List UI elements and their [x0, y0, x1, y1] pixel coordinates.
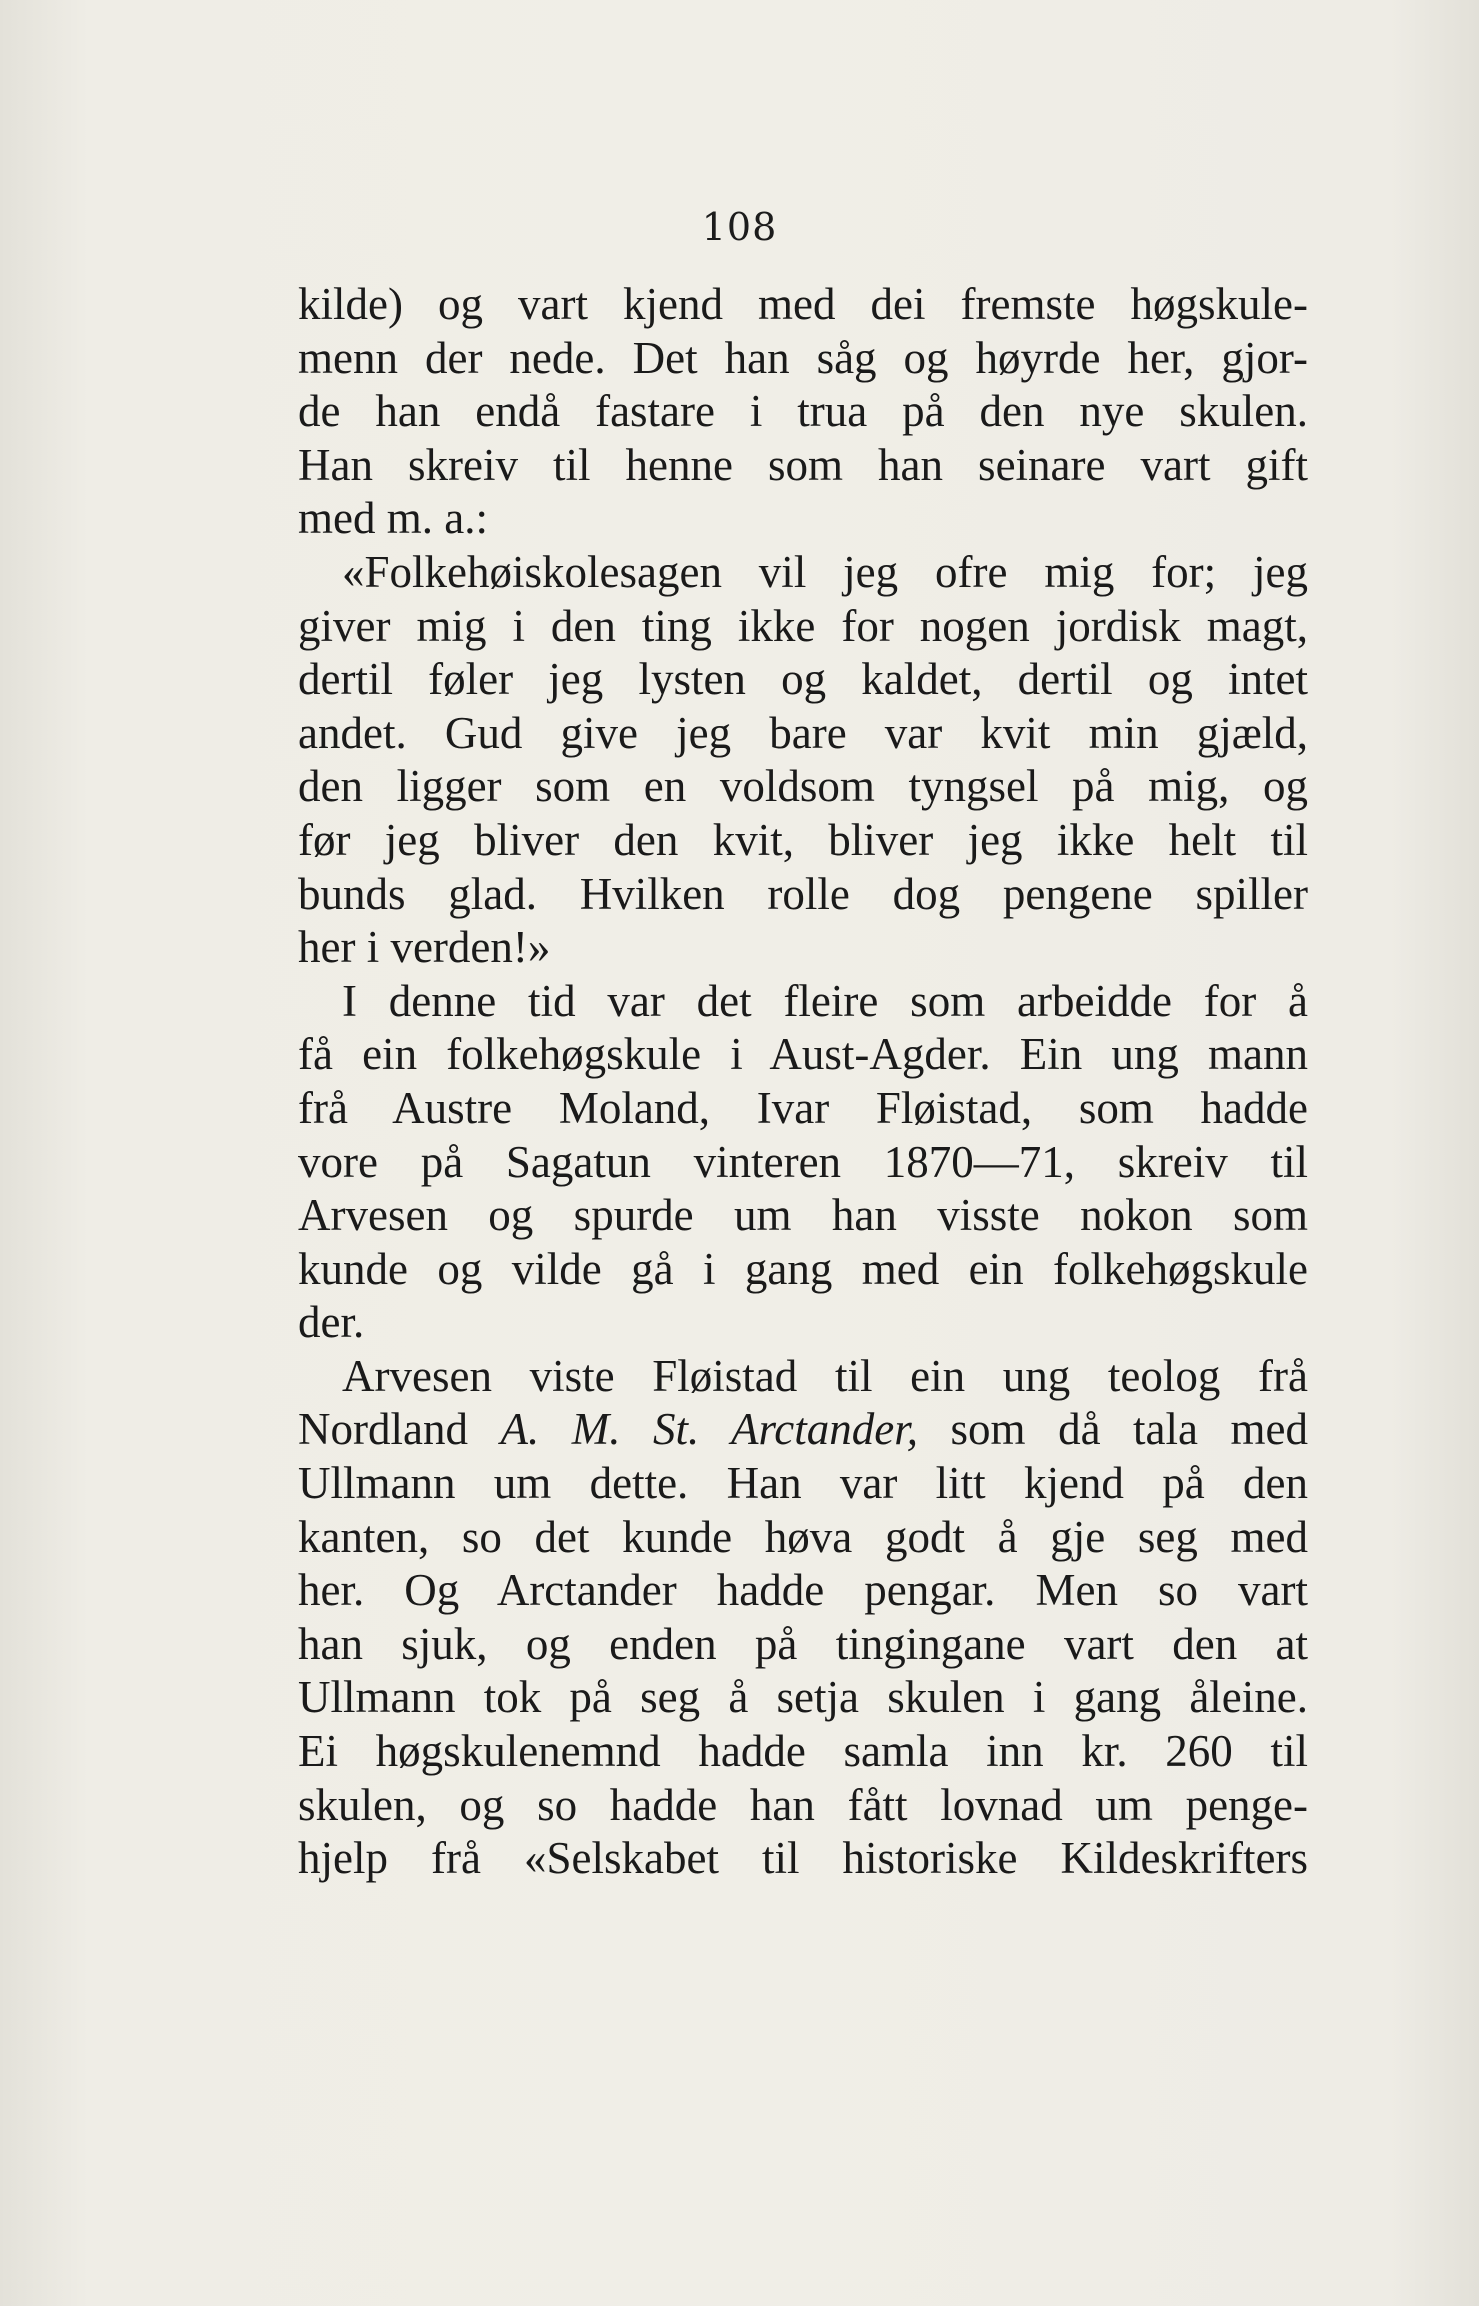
- text-line: kanten, so det kunde høva godt å gje seg med: [298, 1511, 1308, 1562]
- text-line: med m. a.:: [298, 493, 488, 544]
- text-line: giver mig i den ting ikke for nogen jordisk magt,: [298, 600, 1308, 651]
- text-line: hjelp frå «Selskabet til historiske Kildeskrifters: [298, 1833, 1308, 1884]
- text-line: Arvesen viste Fløistad til ein ung teolog frå: [342, 1350, 1308, 1401]
- text-line: I denne tid var det fleire som arbeidde for å: [342, 975, 1308, 1026]
- text-line: få ein folkehøgskule i Aust-Agder. Ein ung mann: [298, 1029, 1308, 1080]
- text-line: menn der nede. Det han såg og høyrde her, gjor-: [298, 332, 1308, 383]
- text-line: Ullmann um dette. Han var litt kjend på den: [298, 1458, 1308, 1509]
- text-line: skulen, og so hadde han fått lovnad um penge-: [298, 1779, 1308, 1830]
- text-line: Arvesen og spurde um han visste nokon som: [298, 1190, 1308, 1241]
- text-line: dertil føler jeg lysten og kaldet, dertil og intet: [298, 654, 1308, 705]
- text-line: andet. Gud give jeg bare var kvit min gjæld,: [298, 707, 1308, 758]
- text-line: her. Og Arctander hadde pengar. Men so vart: [298, 1565, 1308, 1616]
- text-line: [298, 1403, 1308, 1457]
- text-line: vore på Sagatun vinteren 1870—71, skreiv til: [298, 1136, 1308, 1187]
- text-segment: Nordland: [298, 1404, 501, 1455]
- text-line: de han endå fastare i trua på den nye skulen.: [298, 386, 1308, 437]
- text-line: Ei høgskulenemnd hadde samla inn kr. 260 til: [298, 1726, 1308, 1777]
- text-line: kunde og vilde gå i gang med ein folkehøgskule: [298, 1243, 1308, 1294]
- text-line: der.: [298, 1297, 365, 1348]
- text-line: «Folkehøiskolesagen vil jeg ofre mig for; jeg: [342, 546, 1308, 597]
- text-line: han sjuk, og enden på tingingane vart den at: [298, 1618, 1308, 1669]
- text-line: den ligger som en voldsom tyngsel på mig, og: [298, 761, 1308, 812]
- page-number: 108: [701, 205, 778, 249]
- text-line: Han skreiv til henne som han seinare vart gift: [298, 439, 1308, 490]
- text-line: her i verden!»: [298, 922, 551, 973]
- text-segment: som då tala med: [918, 1404, 1308, 1455]
- text-line: kilde) og vart kjend med dei fremste høgskule-: [298, 279, 1308, 329]
- italic-name: A. M. St. Arctander,: [500, 1404, 919, 1455]
- text-line: frå Austre Moland, Ivar Fløistad, som hadde: [298, 1082, 1308, 1133]
- text-line: Ullmann tok på seg å setja skulen i gang åleine.: [298, 1672, 1308, 1723]
- text-line: før jeg bliver den kvit, bliver jeg ikke helt til: [298, 814, 1308, 865]
- text-line: bunds glad. Hvilken rolle dog pengene spiller: [298, 868, 1308, 919]
- body-text: [298, 278, 1308, 1886]
